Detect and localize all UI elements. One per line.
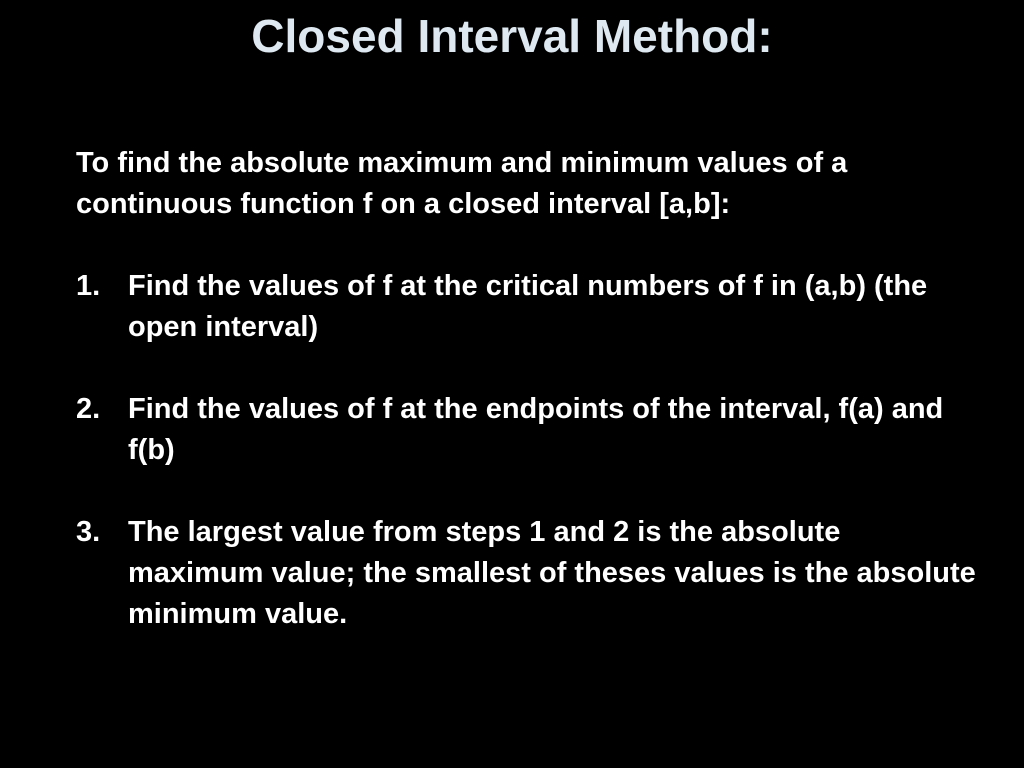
list-item-step-1 (76, 266, 976, 348)
slide-title: Closed Interval Method: (251, 10, 773, 62)
step-number: 1. (76, 270, 101, 302)
intro-paragraph: To find the absolute maximum and minimum values of a continuous function f on a closed interval [a,b]: (76, 147, 848, 220)
step-text: Find the values of f at the endpoints of the interval, f(a) and f(b) (128, 393, 944, 466)
step-text: Find the values of f at the critical numbers of f in (a,b) (the open interval) (128, 270, 928, 343)
step-number: 2. (76, 393, 101, 425)
list-item-step-2 (76, 389, 976, 471)
step-text: The largest value from steps 1 and 2 is the absolute maximum value; the smallest of theses values is the absolute minimum value. (128, 516, 976, 630)
steps-list (76, 266, 976, 676)
step-number: 3. (76, 516, 101, 548)
list-item-step-3 (76, 512, 976, 635)
